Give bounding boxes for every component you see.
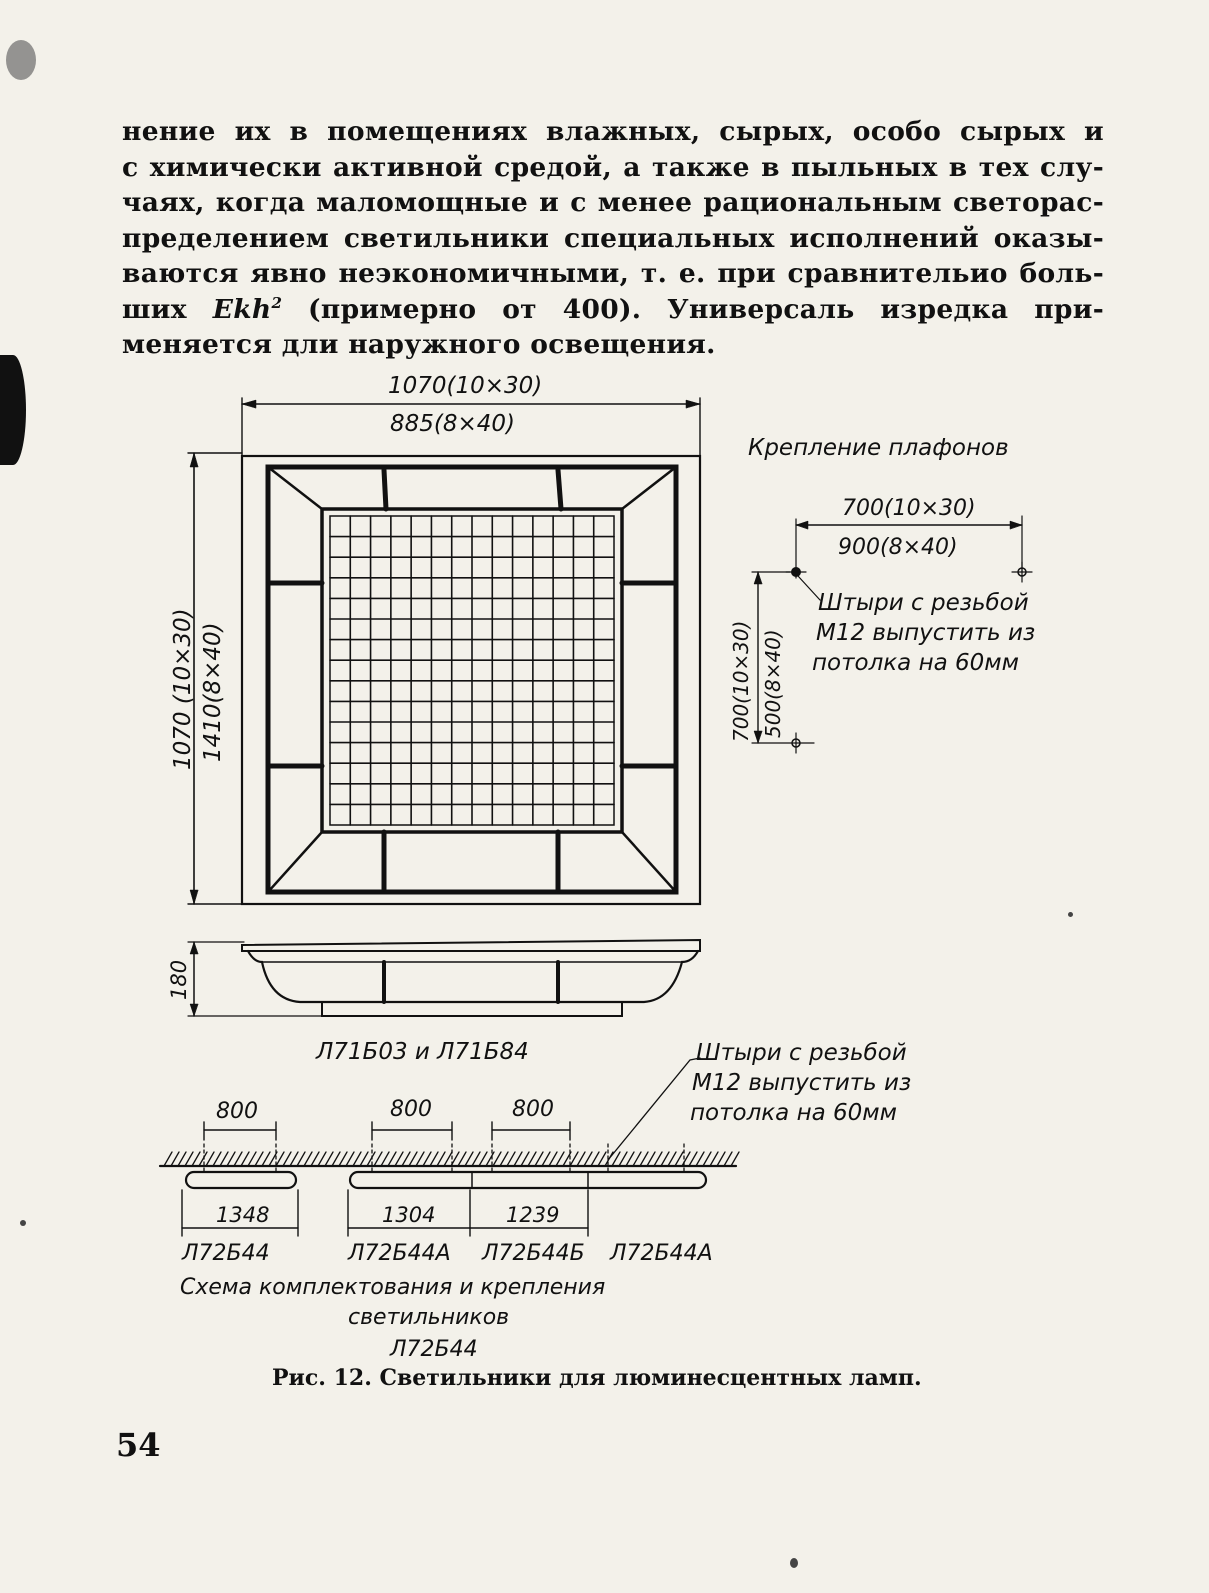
scheme-note-3: потолка на 60мм <box>690 1100 897 1126</box>
page-number: 54 <box>116 1426 161 1464</box>
hatch-stroke <box>409 1152 417 1166</box>
hatch-stroke <box>724 1152 732 1166</box>
formula-exponent: 2 <box>271 293 283 312</box>
hatch-stroke <box>192 1152 200 1166</box>
hatch-stroke <box>647 1152 655 1166</box>
hatch-stroke <box>577 1152 585 1166</box>
hatch-stroke <box>689 1152 697 1166</box>
hatch-stroke <box>206 1152 214 1166</box>
spacing-3: 800 <box>512 1097 554 1122</box>
louvre-grid <box>330 516 614 825</box>
mount-note-2: М12 выпустить из <box>816 620 1036 646</box>
hatch-stroke <box>507 1152 515 1166</box>
hatch-stroke <box>262 1152 270 1166</box>
hatch-stroke <box>437 1152 445 1166</box>
hatch-stroke <box>227 1152 235 1166</box>
lamp-label-3: Л72Б44Б <box>482 1241 585 1266</box>
scan-blot <box>0 355 26 465</box>
hatch-stroke <box>164 1152 172 1166</box>
text-line-6-start: ших <box>122 293 187 325</box>
lamp-label-4: Л72Б44А <box>610 1241 713 1266</box>
hatch-stroke <box>332 1152 340 1166</box>
scan-speck <box>1068 912 1073 917</box>
left-dim-2: 1410(8×40) <box>200 622 226 762</box>
scheme-caption-2: светильников <box>348 1305 510 1330</box>
scheme-caption-1: Схема комплектования и крепления <box>180 1275 606 1300</box>
side-view-rim <box>242 940 700 951</box>
hatch-stroke <box>234 1152 242 1166</box>
lamp-l72b44 <box>186 1172 296 1188</box>
top-dim-2: 885(8×40) <box>390 411 516 437</box>
hatch-stroke <box>591 1152 599 1166</box>
hatch-stroke <box>584 1152 592 1166</box>
hatch-stroke <box>318 1152 326 1166</box>
hatch-stroke <box>682 1152 690 1166</box>
hatch-stroke <box>654 1152 662 1166</box>
hatch-stroke <box>710 1152 718 1166</box>
text-line-2: с химически активной средой, а также в пыльных в тех слу- <box>122 151 1104 183</box>
hatch-stroke <box>353 1152 361 1166</box>
hatch-stroke <box>458 1152 466 1166</box>
text-line-5: ваются явно неэкономичными, т. е. при сравнительио боль- <box>122 258 1104 289</box>
hatch-stroke <box>241 1152 249 1166</box>
mount-dim-2: 900(8×40) <box>838 535 958 560</box>
spacing-2: 800 <box>390 1097 432 1122</box>
text-line-7: меняется дли наружного освещения. <box>122 329 716 360</box>
spacing-dimensions <box>204 1122 570 1140</box>
hatch-stroke <box>542 1152 550 1166</box>
hatch-stroke <box>248 1152 256 1166</box>
hatch-stroke <box>619 1152 627 1166</box>
hatch-stroke <box>640 1152 648 1166</box>
scheme-note-1: Штыри с резьбой <box>696 1040 907 1066</box>
hatch-stroke <box>556 1152 564 1166</box>
hatch-stroke <box>514 1152 522 1166</box>
text-line-6-end: (примерно от 400). Универсаль изредка при- <box>308 293 1104 325</box>
hatch-stroke <box>521 1152 529 1166</box>
hatch-stroke <box>430 1152 438 1166</box>
hatch-stroke <box>311 1152 319 1166</box>
hatch-stroke <box>717 1152 725 1166</box>
hatch-stroke <box>220 1152 228 1166</box>
hatch-stroke <box>675 1152 683 1166</box>
hatch-stroke <box>388 1152 396 1166</box>
model-label: Л71Б03 и Л71Б84 <box>316 1039 529 1065</box>
hatch-stroke <box>626 1152 634 1166</box>
mount-dim-1: 700(10×30) <box>842 496 976 521</box>
hatch-stroke <box>528 1152 536 1166</box>
lamp-label-1: Л72Б44 <box>182 1241 270 1266</box>
hatch-stroke <box>486 1152 494 1166</box>
figure-caption: Рис. 12. Светильники для люминесцентных ламп. <box>272 1365 922 1391</box>
hatch-stroke <box>731 1152 739 1166</box>
hatch-stroke <box>325 1152 333 1166</box>
hatch-stroke <box>493 1152 501 1166</box>
length-3: 1239 <box>506 1203 560 1227</box>
hatch-stroke <box>367 1152 375 1166</box>
hatch-stroke <box>276 1152 284 1166</box>
hatch-stroke <box>570 1152 578 1166</box>
lamp-row <box>350 1172 706 1188</box>
hatch-stroke <box>290 1152 298 1166</box>
left-dim-1: 1070 (10×30) <box>170 608 196 770</box>
hatch-stroke <box>381 1152 389 1166</box>
mount-note-1: Штыри с резьбой <box>818 590 1029 616</box>
top-dim-1: 1070(10×30) <box>388 373 543 399</box>
mount-title: Крепление плафонов <box>748 435 1009 461</box>
hatch-stroke <box>696 1152 704 1166</box>
hatch-stroke <box>479 1152 487 1166</box>
hatch-stroke <box>395 1152 403 1166</box>
length-2: 1304 <box>382 1203 436 1227</box>
hatch-stroke <box>185 1152 193 1166</box>
hatch-stroke <box>500 1152 508 1166</box>
scheme-note-2: М12 выпустить из <box>692 1070 912 1096</box>
spacing-1: 800 <box>216 1099 258 1124</box>
hatch-stroke <box>633 1152 641 1166</box>
hatch-stroke <box>304 1152 312 1166</box>
mount-vdim-1: 700(10×30) <box>729 620 753 742</box>
hatch-stroke <box>255 1152 263 1166</box>
scan-speck <box>790 1558 798 1568</box>
text-line-1: нение их в помещениях влажных, сырых, особо сырых и <box>122 116 1104 147</box>
hatch-stroke <box>535 1152 543 1166</box>
hatch-stroke <box>465 1152 473 1166</box>
text-line-4: пределением светильники специальных исполнений оказы- <box>122 222 1104 254</box>
hatch-stroke <box>549 1152 557 1166</box>
text-line-3: чаях, когда маломощные и с менее рациональным светорас- <box>122 187 1104 218</box>
hatch-stroke <box>171 1152 179 1166</box>
hatch-stroke <box>661 1152 669 1166</box>
hatch-stroke <box>423 1152 431 1166</box>
side-height-label: 180 <box>167 959 191 1000</box>
mount-vdim-2: 500(8×40) <box>761 629 785 738</box>
mount-note-3: потолка на 60мм <box>812 650 1019 676</box>
formula-base: Ekh <box>212 293 272 325</box>
hatch-stroke <box>297 1152 305 1166</box>
hatch-stroke <box>598 1152 606 1166</box>
lamp-label-2: Л72Б44А <box>348 1241 451 1266</box>
scheme-caption-3: Л72Б44 <box>390 1337 478 1362</box>
scan-speck <box>6 40 36 80</box>
hatch-stroke <box>668 1152 676 1166</box>
hatch-stroke <box>703 1152 711 1166</box>
side-view-body <box>248 951 698 1002</box>
scheme-leader <box>608 1058 700 1160</box>
hatch-stroke <box>472 1152 480 1166</box>
hatch-stroke <box>213 1152 221 1166</box>
hatch-stroke <box>402 1152 410 1166</box>
hatch-stroke <box>360 1152 368 1166</box>
hatch-stroke <box>178 1152 186 1166</box>
hatch-stroke <box>416 1152 424 1166</box>
hatch-stroke <box>374 1152 382 1166</box>
scan-speck <box>20 1220 26 1226</box>
length-1: 1348 <box>216 1203 270 1227</box>
hatch-stroke <box>444 1152 452 1166</box>
hatch-stroke <box>339 1152 347 1166</box>
hatch-stroke <box>199 1152 207 1166</box>
hatch-stroke <box>346 1152 354 1166</box>
hatch-stroke <box>283 1152 291 1166</box>
